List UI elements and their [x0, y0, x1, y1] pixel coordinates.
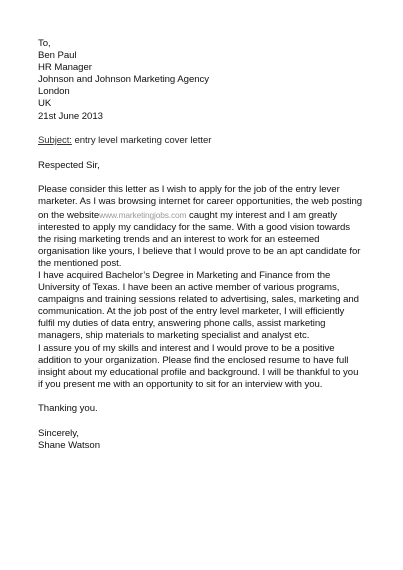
letter-date: 21st June 2013 [38, 110, 103, 122]
website-link[interactable]: www.marketingjobs.com [99, 209, 187, 220]
paragraph-qualifications [38, 270, 368, 343]
paragraph-line: if you present me with an opportunity to sit for an interview with you. [38, 378, 323, 390]
paragraph-line: the mentioned post. [38, 257, 122, 269]
paragraph-application [38, 184, 368, 270]
paragraph-assurance [38, 343, 368, 391]
paragraph-line: fulfil my duties of data entry, answering phone calls, assist marketing [38, 318, 326, 330]
subject-label: Subject: [38, 135, 72, 147]
recipient-name: Ben Paul [38, 50, 77, 62]
paragraph-line: organisation like yours, I believe that I would prove to be an apt candidate for [38, 245, 361, 257]
recipient-country: UK [38, 98, 52, 110]
paragraph-line: interested to apply my candidacy for the same. With a good vision towards [38, 221, 351, 233]
closing-line: Sincerely, [38, 428, 79, 440]
paragraph-line: campaigns and training sessions related to advertising, sales, marketing and [38, 294, 359, 306]
paragraph-line: I have acquired Bachelor’s Degree in Marketing and Finance from the [38, 270, 331, 281]
paragraph-line: I assure you of my skills and interest and I would prove to be a positive [38, 342, 335, 354]
recipient-company: Johnson and Johnson Marketing Agency [38, 74, 210, 86]
recipient-to: To, [38, 38, 51, 49]
signature-name: Shane Watson [38, 440, 100, 452]
paragraph-line: addition to your organization. Please find the enclosed resume to have full [38, 354, 349, 366]
paragraph-line: communication. At the job post of the entry level marketer, I will efficiently [38, 306, 345, 318]
paragraph-line: University of Texas. I have been an active member of various programs, [38, 282, 340, 294]
paragraph-line: marketer. As I was browsing internet for career opportunities, the web posting [38, 196, 363, 208]
subject-line [38, 135, 368, 147]
recipient-title: HR Manager [38, 62, 92, 74]
recipient-block [38, 38, 368, 123]
subject-text: entry level marketing cover letter [71, 135, 212, 147]
website-suffix: caught my interest and I am greatly [186, 209, 338, 221]
paragraph-line: managers, ship materials to marketing specialist and analyst etc. [38, 330, 310, 342]
thanks-line: Thanking you. [38, 403, 98, 415]
paragraph-line: insight about my educational profile and background. I will be thankful to you [38, 366, 359, 378]
greeting: Respected Sir, [38, 159, 100, 171]
recipient-city: London [38, 86, 70, 98]
paragraph-line-website [38, 209, 368, 222]
paragraph-line: the rising marketing trends and an interest to work for an esteemed [38, 233, 320, 245]
cover-letter [38, 38, 368, 452]
paragraph-line: Please consider this letter as I wish to apply for the job of the entry lever [38, 184, 340, 196]
website-prefix: on the website [38, 209, 100, 221]
